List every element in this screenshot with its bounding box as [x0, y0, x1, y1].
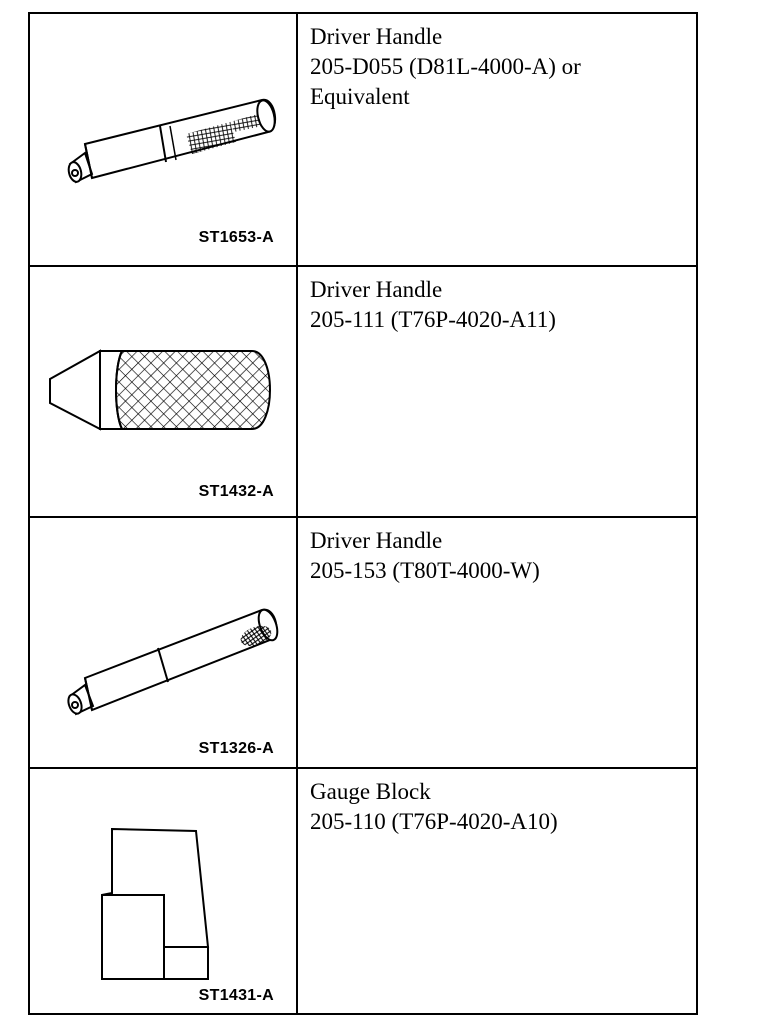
tool-number: 205-111 (T76P-4020-A11) [310, 307, 556, 332]
tool-illustration-cell [30, 267, 298, 516]
figure-code: ST1326-A [198, 740, 274, 757]
table-row [30, 516, 696, 767]
tool-description-cell [298, 769, 696, 1013]
tool-number: 205-110 (T76P-4020-A10) [310, 809, 558, 834]
knurled-handle-icon [30, 267, 296, 516]
table-row [30, 265, 696, 516]
tool-number: 205-D055 (D81L-4000-A) or [310, 54, 581, 79]
tool-description-cell [298, 518, 696, 767]
tool-illustration-cell [30, 769, 298, 1013]
tool-illustration-cell [30, 14, 298, 265]
tool-name: Gauge Block [310, 779, 431, 804]
tool-description-cell [298, 14, 696, 265]
tool-name: Driver Handle [310, 24, 443, 49]
figure-code: ST1431-A [198, 987, 274, 1004]
tool-number: 205-153 (T80T-4000-W) [310, 558, 540, 583]
table-row [30, 767, 696, 1013]
special-tools-table [28, 12, 698, 1015]
tool-name: Driver Handle [310, 528, 443, 553]
driver-handle-icon [30, 14, 296, 265]
table-row [30, 14, 696, 265]
gauge-block-icon [30, 769, 296, 1013]
long-driver-handle-icon [30, 518, 296, 769]
figure-code: ST1432-A [198, 483, 274, 500]
tool-illustration-cell [30, 518, 298, 767]
tool-description-cell [298, 267, 696, 516]
tool-name: Driver Handle [310, 277, 443, 302]
figure-code: ST1653-A [198, 229, 274, 246]
tool-equivalent-note: Equivalent [310, 84, 410, 109]
